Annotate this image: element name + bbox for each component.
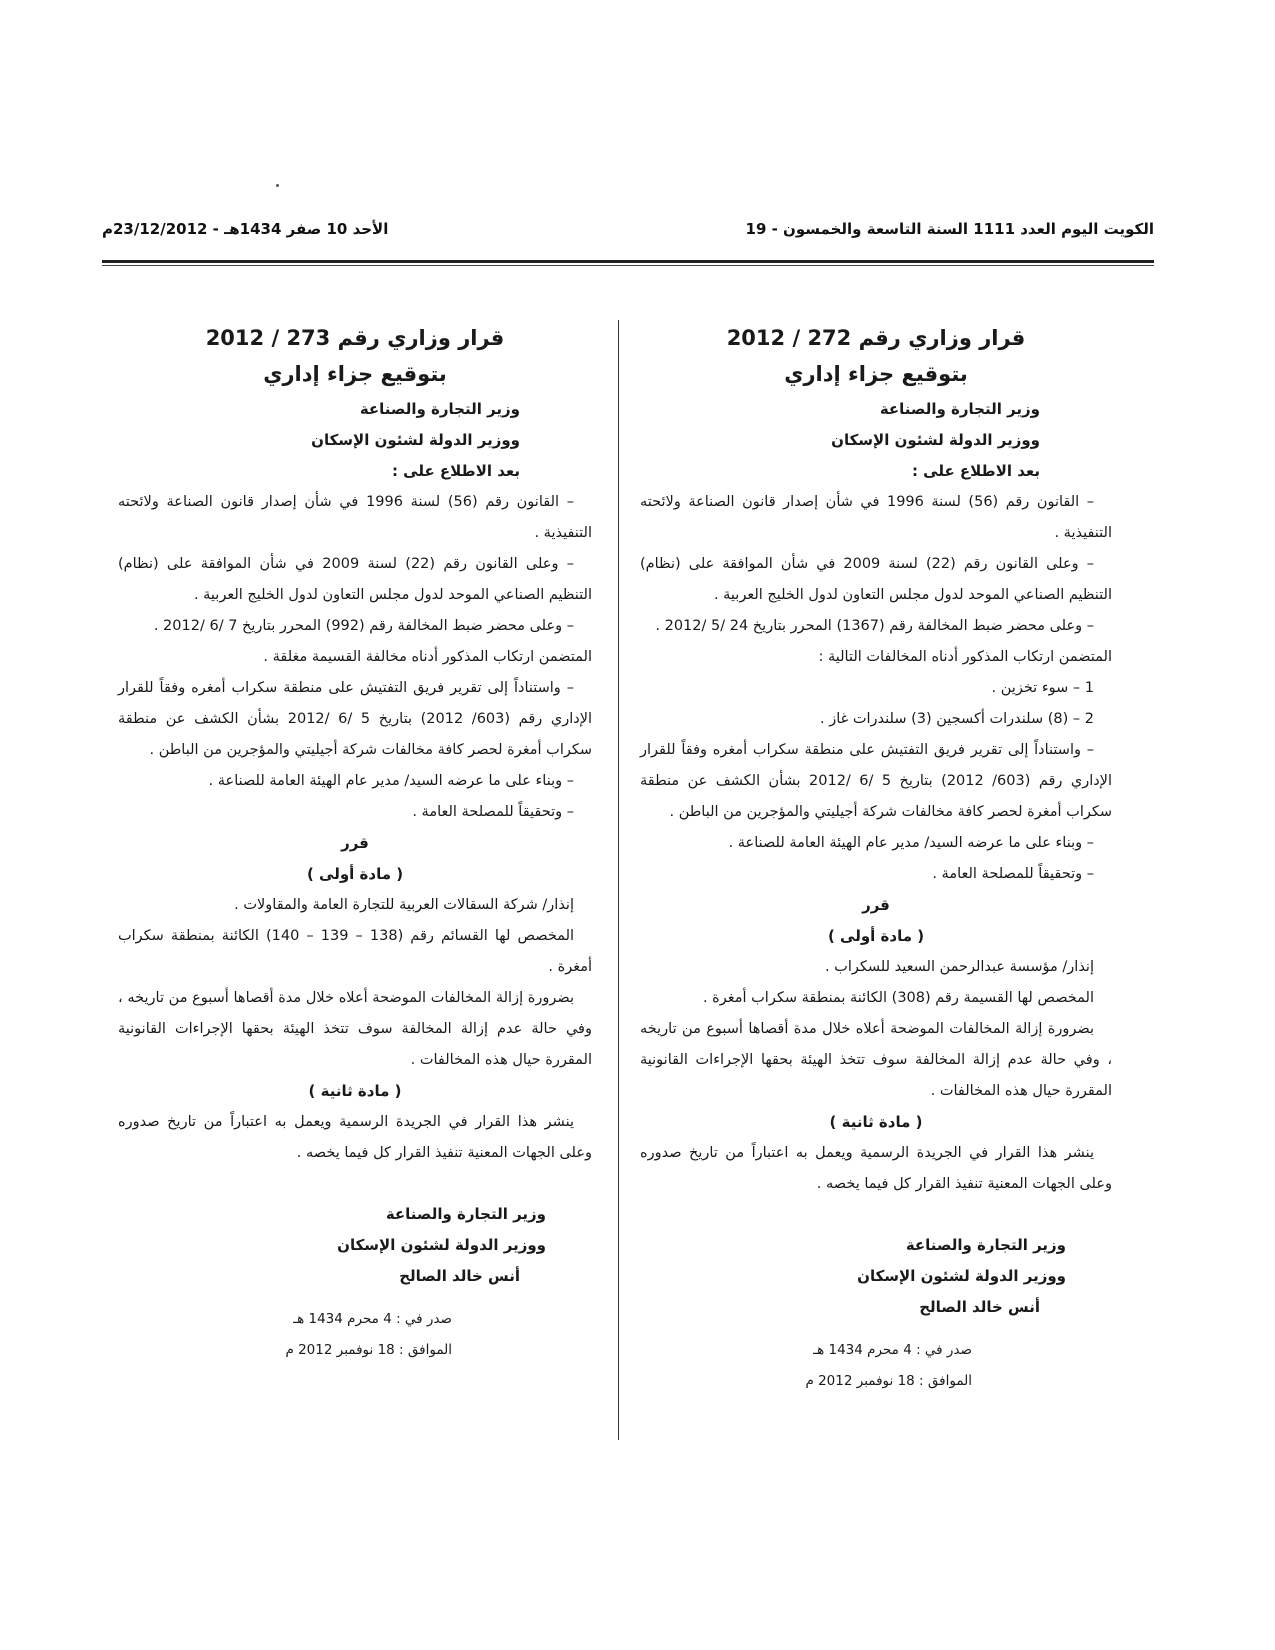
article-paragraph: بضرورة إزالة المخالفات الموضحة أعلاه خلال مدة أقصاها أسبوع من تاريخه ، وفي حالة عدم إزالة المخالفة سوف تتخذ الهيئة بحقها الإجراءات القانونية المقررة حيال هذه المخالفات . xyxy=(640,1021,1112,1099)
preamble-paragraph: – وعلى محضر ضبط المخالفة رقم (1367) المحرر بتاريخ 24 /5 /2012 . xyxy=(655,618,1094,634)
article-paragraph: إنذار/ شركة السقالات العربية للتجارة العامة والمقاولات . xyxy=(234,897,574,913)
issue-date-hijri: صدر في : 4 محرم 1434 هـ xyxy=(293,1311,452,1327)
article-heading: ( مادة أولى ) xyxy=(306,865,404,883)
article-paragraph: ينشر هذا القرار في الجريدة الرسمية ويعمل به اعتباراً من تاريخ صدوره وعلى الجهات المعنية تنفيذ القرار كل فيما يخصه . xyxy=(640,1145,1112,1192)
preamble-paragraph: – وبناء على ما عرضه السيد/ مدير عام الهيئة العامة للصناعة . xyxy=(208,773,574,789)
decided-heading: قرر xyxy=(341,834,369,852)
preamble-paragraph: – واستناداً إلى تقرير فريق التفتيش على منطقة سكراب أمغره وفقاً للقرار الإداري رقم (603/ 2012) بتاريخ 5 /6 /2012 بشأن الكشف عن منطقة سكراب أمغرة لحصر كافة مخالفات شركة أجيليتي والمؤجرين من الباطن . xyxy=(640,742,1112,820)
article-paragraph: ينشر هذا القرار في الجريدة الرسمية ويعمل به اعتباراً من تاريخ صدوره وعلى الجهات المعنية تنفيذ القرار كل فيما يخصه . xyxy=(118,1114,592,1161)
running-header xyxy=(102,218,1154,244)
authority-line: وزير التجارة والصناعة xyxy=(359,400,520,418)
violation-item: 1 – سوء تخزين . xyxy=(991,680,1094,696)
signatory-title: ووزير الدولة لشئون الإسكان xyxy=(857,1267,1066,1285)
authority-line: ووزير الدولة لشئون الإسكان xyxy=(311,431,520,449)
signature-block xyxy=(118,1199,592,1292)
preamble-paragraph: – القانون رقم (56) لسنة 1996 في شأن إصدار قانون الصناعة ولائحته التنفيذية . xyxy=(118,494,592,541)
article-heading: ( مادة أولى ) xyxy=(827,927,925,945)
authority-line: ووزير الدولة لشئون الإسكان xyxy=(831,431,1040,449)
issue-date-hijri: صدر في : 4 محرم 1434 هـ xyxy=(813,1342,972,1358)
preamble-paragraph: المتضمن ارتكاب المذكور أدناه مخالفة القسيمة مغلقة . xyxy=(263,649,592,665)
decision-273-column xyxy=(118,320,592,1366)
preamble-paragraph: – وتحقيقاً للمصلحة العامة . xyxy=(412,804,574,820)
header-issue-info: الكويت اليوم العدد 1111 السنة التاسعة والخمسون - 19 xyxy=(745,220,1154,238)
preamble-paragraph: – القانون رقم (56) لسنة 1996 في شأن إصدار قانون الصناعة ولائحته التنفيذية . xyxy=(640,494,1112,541)
preamble-paragraph: – واستناداً إلى تقرير فريق التفتيش على منطقة سكراب أمغره وفقاً للقرار الإداري رقم (603/ 2012) بتاريخ 5 /6 /2012 بشأن الكشف عن منطقة سكراب أمغرة لحصر كافة مخالفات شركة أجيليتي والمؤجرين من الباطن . xyxy=(118,680,593,758)
signatory-title: ووزير الدولة لشئون الإسكان xyxy=(337,1236,546,1254)
decision-title: قرار وزاري رقم 273 / 2012 xyxy=(205,326,505,350)
signatory-name: أنس خالد الصالح xyxy=(919,1298,1040,1316)
violation-item: 2 – (8) سلندرات أكسجين (3) سلندرات غاز . xyxy=(820,711,1094,727)
article-paragraph: المخصص لها القسيمة رقم (308) الكائنة بمنطقة سكراب أمغرة . xyxy=(702,990,1094,1006)
decision-title: قرار وزاري رقم 272 / 2012 xyxy=(726,326,1026,350)
decided-heading: قرر xyxy=(862,896,890,914)
decision-subject: بتوقيع جزاء إداري xyxy=(784,362,968,386)
article-paragraph: المخصص لها القسائم رقم (138 – 139 – 140) الكائنة بمنطقة سكراب أمغرة . xyxy=(118,928,592,975)
header-date: الأحد 10 صفر 1434هـ - 23/12/2012م xyxy=(102,220,389,238)
article-paragraph: إنذار/ مؤسسة عبدالرحمن السعيد للسكراب . xyxy=(824,959,1094,975)
article-heading: ( مادة ثانية ) xyxy=(308,1082,402,1100)
issue-date-gregorian: الموافق : 18 نوفمبر 2012 م xyxy=(285,1342,452,1358)
header-rule xyxy=(102,260,1154,263)
signatory-title: وزير التجارة والصناعة xyxy=(905,1236,1066,1254)
authority-line: وزير التجارة والصناعة xyxy=(879,400,1040,418)
scan-speck xyxy=(276,184,279,187)
preamble-paragraph: – وعلى محضر ضبط المخالفة رقم (992) المحرر بتاريخ 7 /6 /2012 . xyxy=(153,618,574,634)
preamble-paragraph: – وتحقيقاً للمصلحة العامة . xyxy=(932,866,1094,882)
after-review-heading: بعد الاطلاع على : xyxy=(391,462,520,480)
article-heading: ( مادة ثانية ) xyxy=(829,1113,923,1131)
issue-date-gregorian: الموافق : 18 نوفمبر 2012 م xyxy=(805,1373,972,1389)
signature-block xyxy=(640,1230,1112,1323)
preamble-paragraph: – وعلى القانون رقم (22) لسنة 2009 في شأن الموافقة على (نظام) التنظيم الصناعي الموحد لدول مجلس التعاون لدول الخليج العربية . xyxy=(640,556,1112,603)
decision-272-column xyxy=(640,320,1112,1397)
header-rule-thin xyxy=(102,265,1154,266)
decision-subject: بتوقيع جزاء إداري xyxy=(263,362,447,386)
article-paragraph: بضرورة إزالة المخالفات الموضحة أعلاه خلال مدة أقصاها أسبوع من تاريخه ، وفي حالة عدم إزالة المخالفة سوف تتخذ الهيئة بحقها الإجراءات القانونية المقررة حيال هذه المخالفات . xyxy=(118,990,592,1068)
preamble-paragraph: – وبناء على ما عرضه السيد/ مدير عام الهيئة العامة للصناعة . xyxy=(728,835,1094,851)
after-review-heading: بعد الاطلاع على : xyxy=(911,462,1040,480)
issue-date-block xyxy=(118,1304,592,1366)
issue-date-block xyxy=(640,1335,1112,1397)
signatory-name: أنس خالد الصالح xyxy=(399,1267,520,1285)
column-divider xyxy=(618,320,619,1440)
preamble-paragraph: – وعلى القانون رقم (22) لسنة 2009 في شأن الموافقة على (نظام) التنظيم الصناعي الموحد لدول مجلس التعاون لدول الخليج العربية . xyxy=(118,556,592,603)
preamble-paragraph: المتضمن ارتكاب المذكور أدناه المخالفات التالية : xyxy=(818,649,1112,665)
signatory-title: وزير التجارة والصناعة xyxy=(385,1205,546,1223)
